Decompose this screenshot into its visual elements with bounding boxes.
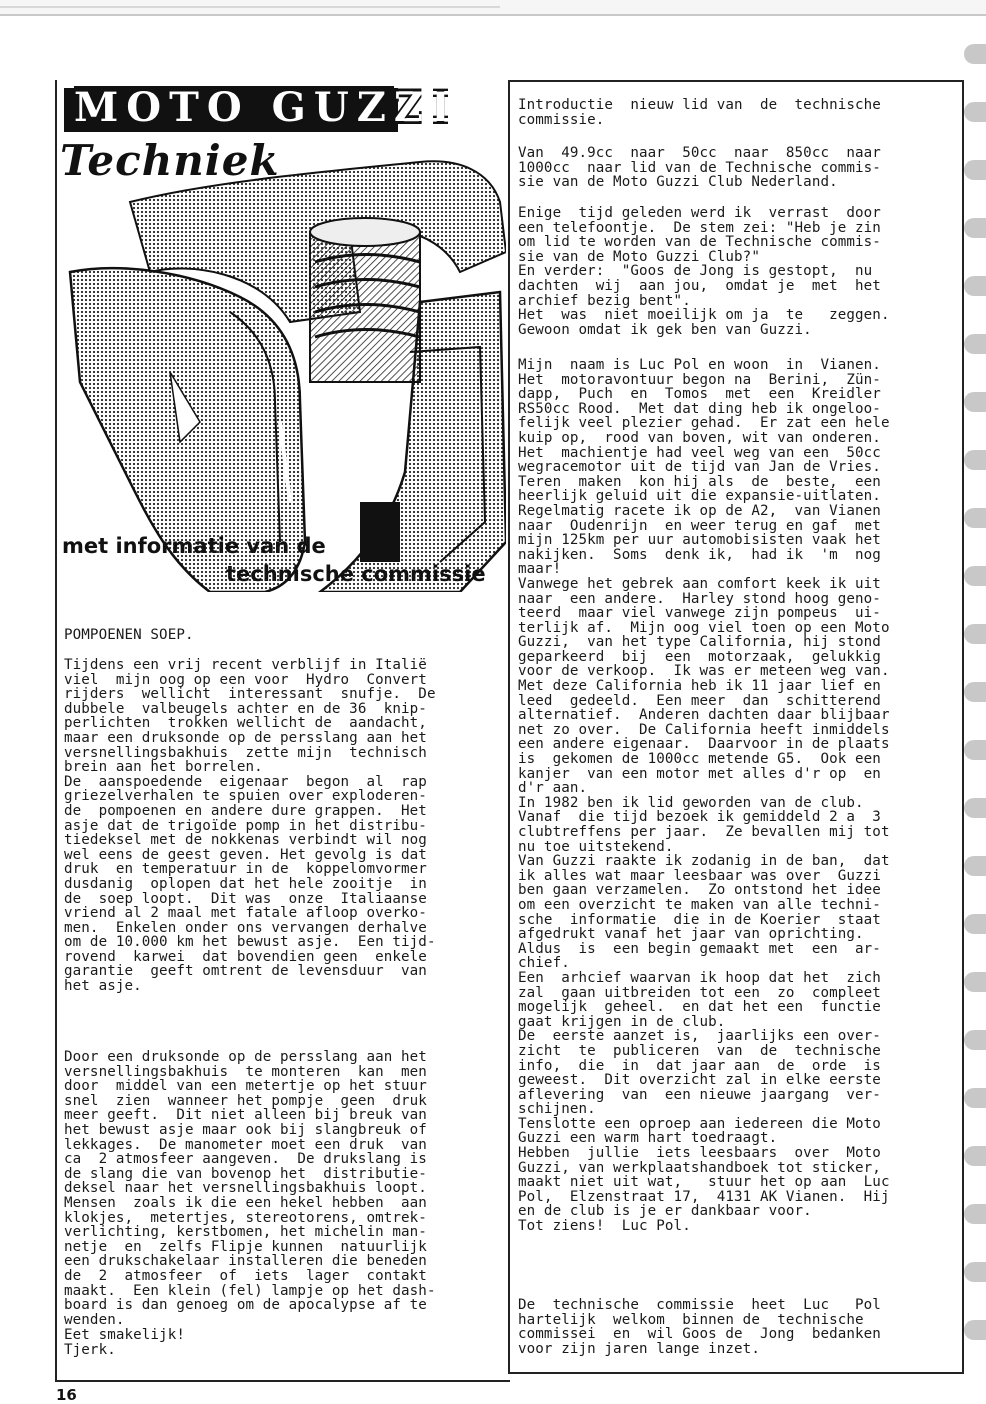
binder-hole <box>964 740 986 760</box>
binder-hole <box>964 44 986 64</box>
binder-hole <box>964 566 986 586</box>
section-title: Techniek <box>60 136 280 185</box>
binder-hole <box>964 276 986 296</box>
right-paragraph-2: Enige tijd geleden werd ik verrast door een telefoontje. De stem zei: "Heb je zin om lid te worden van de Technische commis- sie van de Moto Guzzi Club?" En verder: "Goos de Jong is gestopt, nu dachten wij aan jou, omdat je met het archief bezig bent". Het was niet moeilijk om ja te zeggen. Gewoon omdat ik gek ben van Guzzi. <box>518 205 890 338</box>
page-edge-shadow <box>0 0 500 8</box>
right-paragraph-3: Mijn naam is Luc Pol en woon in Vianen. Het motoravontuur begon na Berini, Zün- dapp, Puch en Tomos met een Kreidler RS50cc Rood. Met dat ding heb ik ongeloo- felijk veel plezier gehad. Er zat een hele kuip op, rood van boven, wit van onderen. Het machientje had veel weg van een 50cc wegracemotor uit de tijd van Jan de Vries. Teren maken kon hij als de beste, een heerlijk geluid uit die expansie-uitlaten. Regelmatig racete ik op de A2, van Vianen naar Oudenrijn en weer terug en gaf met mijn 125km per uur automobisisten vaak het nakijken. Soms denk ik, had ik 'm nog maar! Vanwege het gebrek aan comfort keek ik uit naar een andere. Harley stond hoog geno- teerd maar viel vanwege zijn pompeus ui- terlijk af. Mijn oog viel toen op een Moto Guzzi, van het type California, hij stond geparkeerd bij een motorzaak, gelukkig voor de verkoop. Ik was er meteen weg van. Met deze California heb ik 11 jaar lief en leed gedeeld. Een meer dan schitterend alternatief. Anderen dachten daar blijbaar net zo over. De California heeft inmiddels een andere eigenaar. Daarvoor in de plaats is gekomen de 1000cc metende G5. Ook een kanjer van een motor met alles d'r op en d'r aan. In 1982 ben ik lid geworden van de club. Vanaf die tijd bezoek ik gemiddeld 2 a 3 clubtreffens per jaar. Ze bevallen mij tot nu toe uitstekend. Van Guzzi raakte ik zodanig in de ban, dat ik alles wat maar leesbaar was over Guzzi ben gaan verzamelen. Zo ontstond het idee om een overzicht te maken van alle techni- sche informatie die in de Koerier staat afgedrukt vanaf het jaar van oprichting. Aldus is een begin gemaakt met een ar- chief. Een arhcief waarvan ik hoop dat het zich zal gaan uitbreiden tot een zo compleet mogelijk geheel. en dat het een functie gaat krijgen in de club. De eerste aanzet is, jaarlijks een over- zicht te publiceren van de technische info, die in dat jaar aan de orde is geweest. Dit overzicht zal in elke eerste aflevering van een nieuwe jaargang ver- schijnen. Tenslotte een oproep aan iedereen die Moto Guzzi een warm hart toedraagt. Hebben jullie iets leesbaars over Moto Guzzi, van werkplaatshandboek tot sticker, maakt niet uit wat, stuur het op aan Luc Pol, Elzenstraat 17, 4131 AK Vianen. Hij en de club is je er dankbaar voor. Tot ziens! Luc Pol. <box>518 357 890 1235</box>
binder-hole <box>964 102 986 122</box>
binder-hole <box>964 1320 986 1340</box>
binder-hole <box>964 160 986 180</box>
right-closing: De technische commissie heet Luc Pol hartelijk welkom binnen de technische commissei en wil Goos de Jong bedanken voor zijn jaren lange inzet. <box>518 1297 881 1357</box>
right-paragraph-1: Van 49.9cc naar 50cc naar 850cc naar 1000cc naar lid van de Technische commis- sie van de Moto Guzzi Club Nederland. <box>518 145 881 191</box>
binder-hole <box>964 914 986 934</box>
binder-hole <box>964 798 986 818</box>
left-signoff: Eet smakelijk! Tjerk. <box>64 1327 185 1358</box>
header-artwork <box>60 82 506 612</box>
left-paragraph-2: Door een druksonde op de persslang aan het versnellingsbakhuis te monteren kan men door middel van een metertje op het stuur snel zien wanneer het pompje geen druk meer geeft. Dit niet alleen bij breuk van het bewust asje maar ook bij slangbreuk of lekkages. De manometer moet een druk van ca 2 atmosfeer aangeven. De drukslang is de slang die van bovenop het distributie- deksel naar het versnellingsbakhuis loopt. Mensen zoals ik die een hekel hebben aan klokjes, metertjes, stereotorens, omtrek- verlichting, kerstbomen, het michelin man- netje en zelfs Flipje kunnen natuurlijk een drukschakelaar installeren die beneden de 2 atmosfeer of iets lager contakt maakt. Een klein (fel) lampje op het dash- board is dan genoeg om de apocalypse af te wenden. <box>64 1049 436 1328</box>
binder-hole <box>964 1088 986 1108</box>
binder-hole <box>964 1262 986 1282</box>
subtitle-line-1: met informatie van de <box>62 534 326 558</box>
right-intro: Introductie nieuw lid van de technische commissie. <box>518 97 881 128</box>
binder-hole <box>964 392 986 412</box>
binder-hole <box>964 972 986 992</box>
binder-hole <box>964 334 986 354</box>
left-paragraph-1: Tijdens een vrij recent verblijf in Italië viel mijn oog op een voor Hydro Convert rijders wellicht interessant snufje. De dubbele valbeugels achter en de 36 knip- perlichten trokken wellicht de aandacht, maar een druksonde op de persslang aan het versnellingsbakhuis zette mijn technisch brein aan het borrelen. De aanspoedende eigenaar begon al rap griezelverhalen te spuien over exploderen- de pompoenen en andere dure grappen. Het asje dat de trigoïde pomp in het distribu- tiedeksel met de nokkenas verbindt wil nog wel eens de geest geven. Het gevolg is dat druk en temperatuur in de koppelomvormer dusdanig oplopen dat het hele zooitje in de soep loopt. Dit was onze Italiaanse vriend al 2 maal met fatale afloop overko- men. Enkelen onder ons vervangen derhalve om de 10.000 km het bewust asje. Een tijd- rovend karwei dat bovendien geen enkele garantie geeft omtrent de levensduur van het asje. <box>64 657 436 995</box>
binder-hole <box>964 1204 986 1224</box>
binder-hole <box>964 682 986 702</box>
wrench-illustration <box>60 122 506 592</box>
binder-hole <box>964 508 986 528</box>
binder-hole <box>964 1146 986 1166</box>
binder-hole <box>964 856 986 876</box>
binder-hole <box>964 218 986 238</box>
binder-hole <box>964 1030 986 1050</box>
subtitle-line-2: technische commissie <box>226 562 486 586</box>
binder-hole <box>964 450 986 470</box>
article-title: POMPOENEN SOEP. <box>64 627 194 643</box>
binder-hole <box>964 624 986 644</box>
moto-guzzi-logo: MOTO GUZZI <box>74 84 458 131</box>
page-number: 16 <box>56 1386 77 1404</box>
